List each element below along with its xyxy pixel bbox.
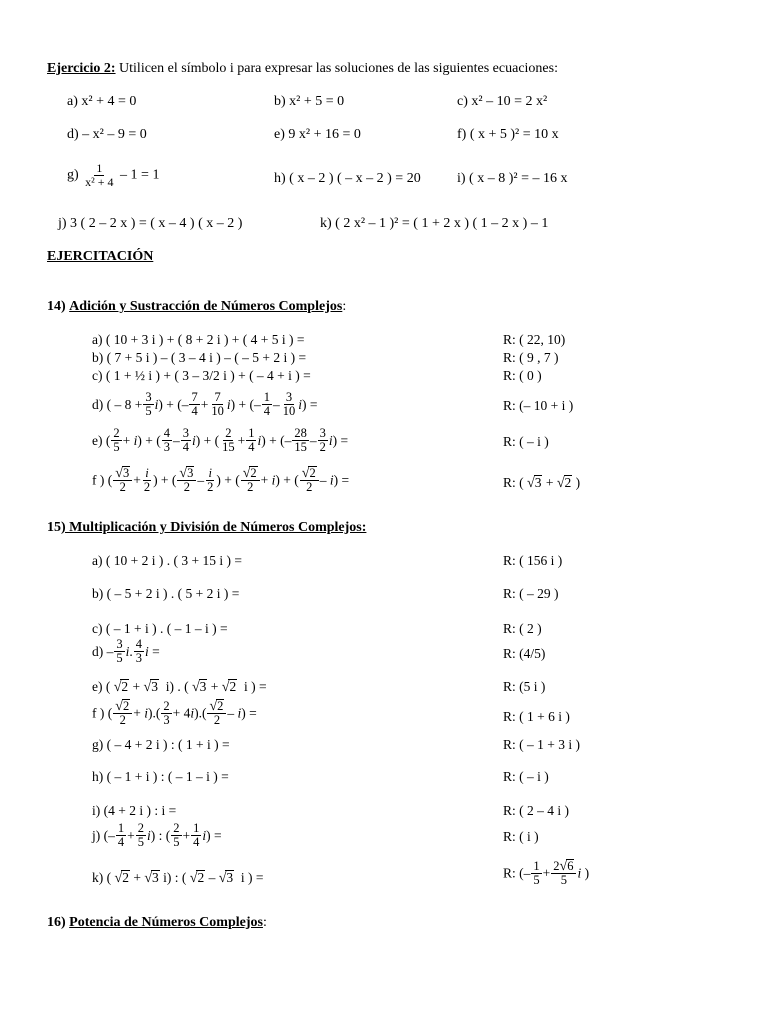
eq-j: j) 3 ( 2 – 2 x ) = ( x – 4 ) ( x – 2 ) bbox=[58, 216, 243, 231]
s14-b: b) ( 7 + 5 i ) – ( 3 – 4 i ) – ( – 5 + 2 i ) = bbox=[92, 350, 307, 365]
section-14-number: 14) bbox=[47, 299, 66, 314]
eq-g-rest: – 1 = 1 bbox=[120, 167, 160, 183]
s15-g: g) ( – 4 + 2 i ) : ( 1 + i ) = bbox=[92, 737, 230, 752]
section-15-number: 15 bbox=[47, 520, 61, 535]
s15-a-answer: R: ( 156 i ) bbox=[503, 553, 563, 568]
s15-j: j) (– $\frac{1}{4}$ + $\frac{2}{5}$ i) : ( $\frac{2}{5}$ + $\frac{1}{4}$ i) = bbox=[92, 821, 222, 849]
s15-e: e) ( √2 + √3 i) . ( √3 + √2 i ) = bbox=[92, 679, 267, 695]
eq-d: d) – x² – 9 = 0 bbox=[67, 127, 147, 142]
s14-e: e) ( $\frac{2}{5}$ + i) + ( $\frac{4}{3}$ – $\frac{3}{4}$ i) + ( $\frac{2}{15}$ + $\frac{1}{4}$ i) + (– $\frac{28}{15}$ – $\frac{3}{2}$ i) = bbox=[92, 426, 349, 454]
exercise-2-heading bbox=[47, 61, 558, 77]
s14-c: c) ( 1 + ½ i ) + ( 3 – 3/2 i ) + ( – 4 + i ) = bbox=[92, 368, 311, 383]
section-14-colon: : bbox=[342, 299, 347, 314]
s14-b-answer: R: ( 9 , 7 ) bbox=[503, 350, 559, 365]
section-16-number: 16) bbox=[47, 915, 66, 930]
section-14-title: Adición y Sustracción de Números Complejos bbox=[69, 299, 343, 314]
s14-e-answer: R: ( – i ) bbox=[503, 434, 549, 449]
s14-d-answer: R: (– 10 + i ) bbox=[503, 398, 574, 413]
s14-f-answer: R: ( √3 + √2 ) bbox=[503, 475, 581, 491]
s14-d: d) ( – 8 + $\frac{3}{5}$ i) + (– $\frac{7}{4}$ + $\frac{7}{10}$ i) + (– $\frac{1}{4}$ – $\frac{3}{10}$ i) = bbox=[92, 390, 318, 418]
s15-e-answer: R: (5 i ) bbox=[503, 679, 546, 694]
section-16-title: Potencia de Números Complejos bbox=[69, 915, 263, 930]
s15-b-answer: R: ( – 29 ) bbox=[503, 586, 559, 601]
section-16-colon: : bbox=[262, 915, 267, 930]
s15-k: k) ( √2 + √3 i) : ( √2 – √3 i ) = bbox=[92, 870, 264, 886]
s15-f-answer: R: ( 1 + 6 i ) bbox=[503, 709, 570, 724]
s15-k-answer: R: (– $\frac{1}{5}$ + $\frac{2√6}{5}$ i ) bbox=[503, 858, 590, 887]
eq-e: e) 9 x² + 16 = 0 bbox=[274, 127, 361, 142]
eq-c: c) x² – 10 = 2 x² bbox=[457, 94, 548, 109]
s14-a: a) ( 10 + 3 i ) + ( 8 + 2 i ) + ( 4 + 5 i ) = bbox=[92, 332, 305, 347]
s15-c: c) ( – 1 + i ) . ( – 1 – i ) = bbox=[92, 621, 228, 636]
eq-h: h) ( x – 2 ) ( – x – 2 ) = 20 bbox=[274, 171, 421, 186]
eq-g bbox=[67, 162, 159, 189]
s15-d-answer: R: (4/5) bbox=[503, 646, 546, 661]
s14-c-answer: R: ( 0 ) bbox=[503, 368, 542, 383]
s15-a: a) ( 10 + 2 i ) . ( 3 + 15 i ) = bbox=[92, 553, 242, 568]
s15-j-answer: R: ( i ) bbox=[503, 829, 539, 844]
s15-f: f ) ( $\frac{√2}{2}$ + i).( $\frac{2}{3}$ + 4i).( $\frac{√2}{2}$ – i) = bbox=[92, 698, 257, 727]
s14-a-answer: R: ( 22, 10) bbox=[503, 332, 566, 347]
s15-i-answer: R: ( 2 – 4 i ) bbox=[503, 803, 569, 818]
s15-g-answer: R: ( – 1 + 3 i ) bbox=[503, 737, 580, 752]
eq-g-label: g) bbox=[67, 167, 79, 183]
section-16-heading bbox=[47, 915, 267, 931]
exercise-2-title: Ejercicio 2: bbox=[47, 61, 116, 76]
section-15-heading bbox=[47, 520, 366, 536]
exercise-2-instruction: Utilicen el símbolo i para expresar las soluciones de las siguientes ecuaciones: bbox=[115, 61, 558, 76]
s15-d: d) – $\frac{3}{5}$ i. $\frac{4}{3}$ i = bbox=[92, 637, 160, 665]
s15-b: b) ( – 5 + 2 i ) . ( 5 + 2 i ) = bbox=[92, 586, 240, 601]
s15-i: i) (4 + 2 i ) : i = bbox=[92, 803, 177, 818]
s14-f: f ) ( $\frac{√3}{2}$ + $\frac{i}{2}$ ) + ( $\frac{√3}{2}$ – $\frac{i}{2}$ ) + ( $\frac{√2}{2}$ + i) + ( $\frac{√2}{2}$ – i) = bbox=[92, 465, 350, 494]
eq-g-numerator: 1 bbox=[96, 161, 103, 175]
section-14-heading bbox=[47, 299, 346, 315]
eq-a: a) x² + 4 = 0 bbox=[67, 94, 137, 109]
eq-g-denominator: x² + 4 bbox=[85, 175, 114, 189]
section-15-title: ) Multiplicación y División de Números Complejos: bbox=[61, 520, 367, 535]
eq-k: k) ( 2 x² – 1 )² = ( 1 + 2 x ) ( 1 – 2 x ) – 1 bbox=[320, 216, 549, 231]
s15-c-answer: R: ( 2 ) bbox=[503, 621, 542, 636]
eq-f: f) ( x + 5 )² = 10 x bbox=[457, 127, 559, 142]
eq-g-fraction bbox=[83, 162, 115, 189]
s15-h-answer: R: ( – i ) bbox=[503, 769, 549, 784]
eq-b: b) x² + 5 = 0 bbox=[274, 94, 345, 109]
s15-h: h) ( – 1 + i ) : ( – 1 – i ) = bbox=[92, 769, 229, 784]
eq-i: i) ( x – 8 )² = – 16 x bbox=[457, 171, 568, 186]
section-heading-ejercitacion: EJERCITACIÓN bbox=[47, 249, 154, 264]
